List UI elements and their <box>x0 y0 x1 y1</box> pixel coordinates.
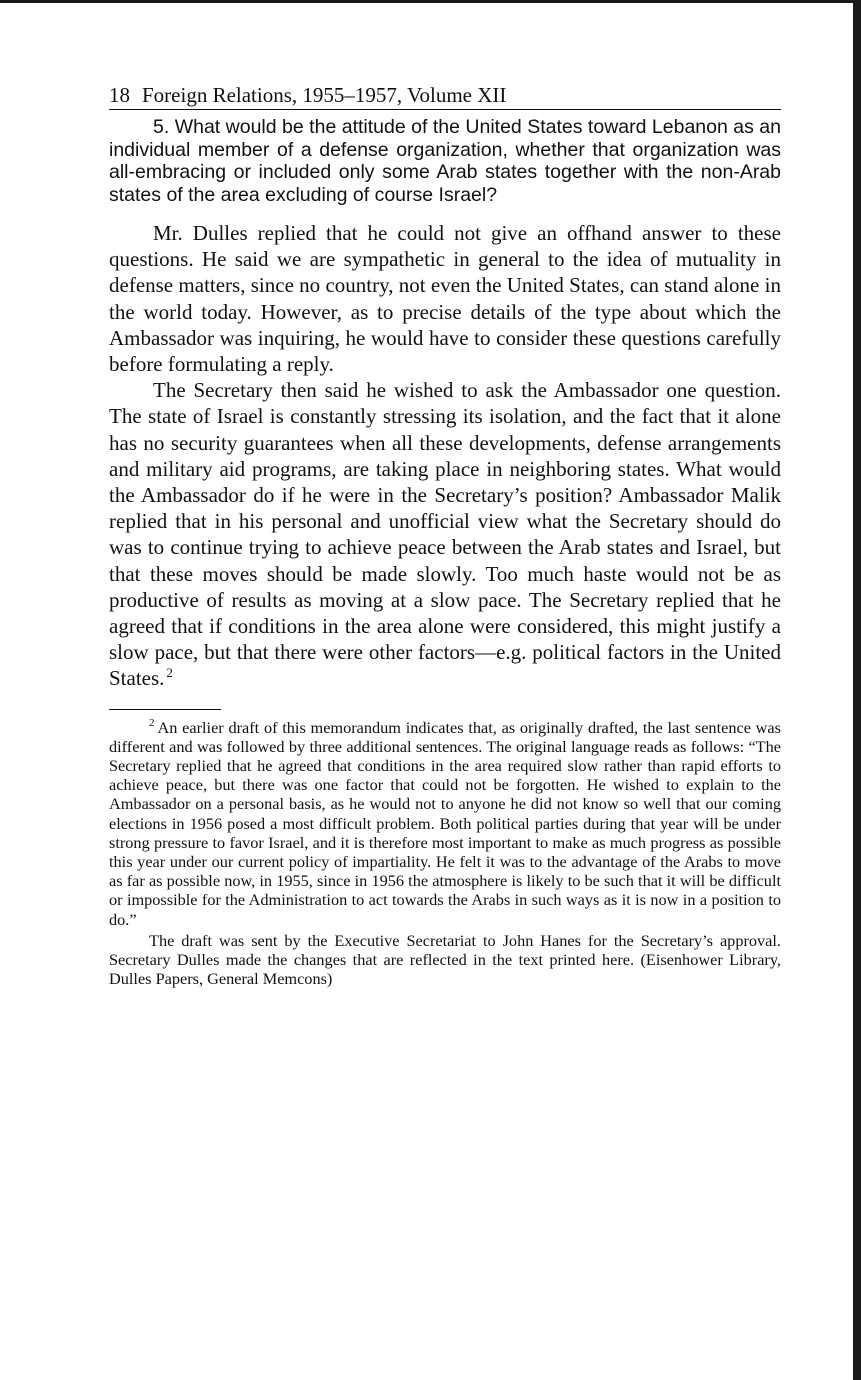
secretary-question-paragraph <box>109 377 781 691</box>
dulles-reply-paragraph: Mr. Dulles replied that he could not give an offhand answer to these questions. He said we are sympathetic in general to the idea of mutuality in defense matters, since no country, not even the United States, can stand alone in the world today. However, as to precise details of the type about which the Ambassador was inquiring, he would have to consider these questions carefully before formulating a reply. <box>109 221 781 377</box>
document-page <box>109 82 781 989</box>
running-header <box>109 82 781 110</box>
footnote-2-text: An earlier draft of this memorandum indicates that, as originally drafted, the last sentence was different and was followed by three additional sentences. The original language reads as follows: “The Secretary replied that he agreed that conditions in the area required slow rather than rapid efforts to achieve peace, but there was one factor that could not be forgotten. He wished to explain to the Ambassador on a personal basis, as he would not to anyone he did not know so well that our coming elections in 1956 posed a most difficult problem. Both political parties during that year will be under strong pressure to favor Israel, and it is therefore most important to make as much progress as possible this year under our current policy of impartiality. He felt it was to the advantage of the Arabs to move as far as possible now, in 1955, since in 1956 the atmosphere is likely to be such that it will be difficult or impossible for the Administration to act towards the Arabs in such ways as it is now in a position to do.” <box>109 717 781 929</box>
body-text <box>109 116 781 692</box>
scan-top-edge <box>0 0 861 3</box>
question-5-paragraph: 5. What would be the attitude of the United States toward Lebanon as an individual member of a defense organization, whether that organization was all-embracing or included only some Arab states together with the non-Arab states of the area excluding of course Israel? <box>109 116 781 206</box>
footnote-reference: 2 <box>166 665 173 681</box>
secretary-question-text: The Secretary then said he wished to ask the Ambassador one question. The state of Israel is constantly stressing its isolation, and the fact that it alone has no security guarantees when all these developments, defense arrangements and military aid programs, are taking place in neighboring states. What would the Ambassador do if he were in the Secretary’s position? Ambassador Malik replied that in his personal and unofficial view what the Secretary should do was to continue trying to achieve peace between the Arab states and Israel, but that these moves should be made slowly. Too much haste would not be as productive of results as moving at a slow pace. The Secretary replied that he agreed that if conditions in the area alone were considered, this might justify a slow pace, but that there were other factors—e.g. political factors in the United States. <box>109 378 781 691</box>
scan-right-edge <box>853 0 861 1380</box>
footnote-divider <box>109 709 221 710</box>
footnote-2-continuation: The draft was sent by the Executive Secretariat to John Hanes for the Secretary’s approval. Secretary Dulles made the changes that are reflected in the text printed here. (Eisenhower Library, Dulles Papers, General Memcons) <box>109 930 781 989</box>
footnote-marker: 2 <box>149 717 155 730</box>
footnotes <box>109 718 781 989</box>
volume-title: Foreign Relations, 1955–1957, Volume XII <box>142 83 507 107</box>
footnote-2-paragraph <box>109 718 781 929</box>
page-number: 18 <box>109 83 130 107</box>
